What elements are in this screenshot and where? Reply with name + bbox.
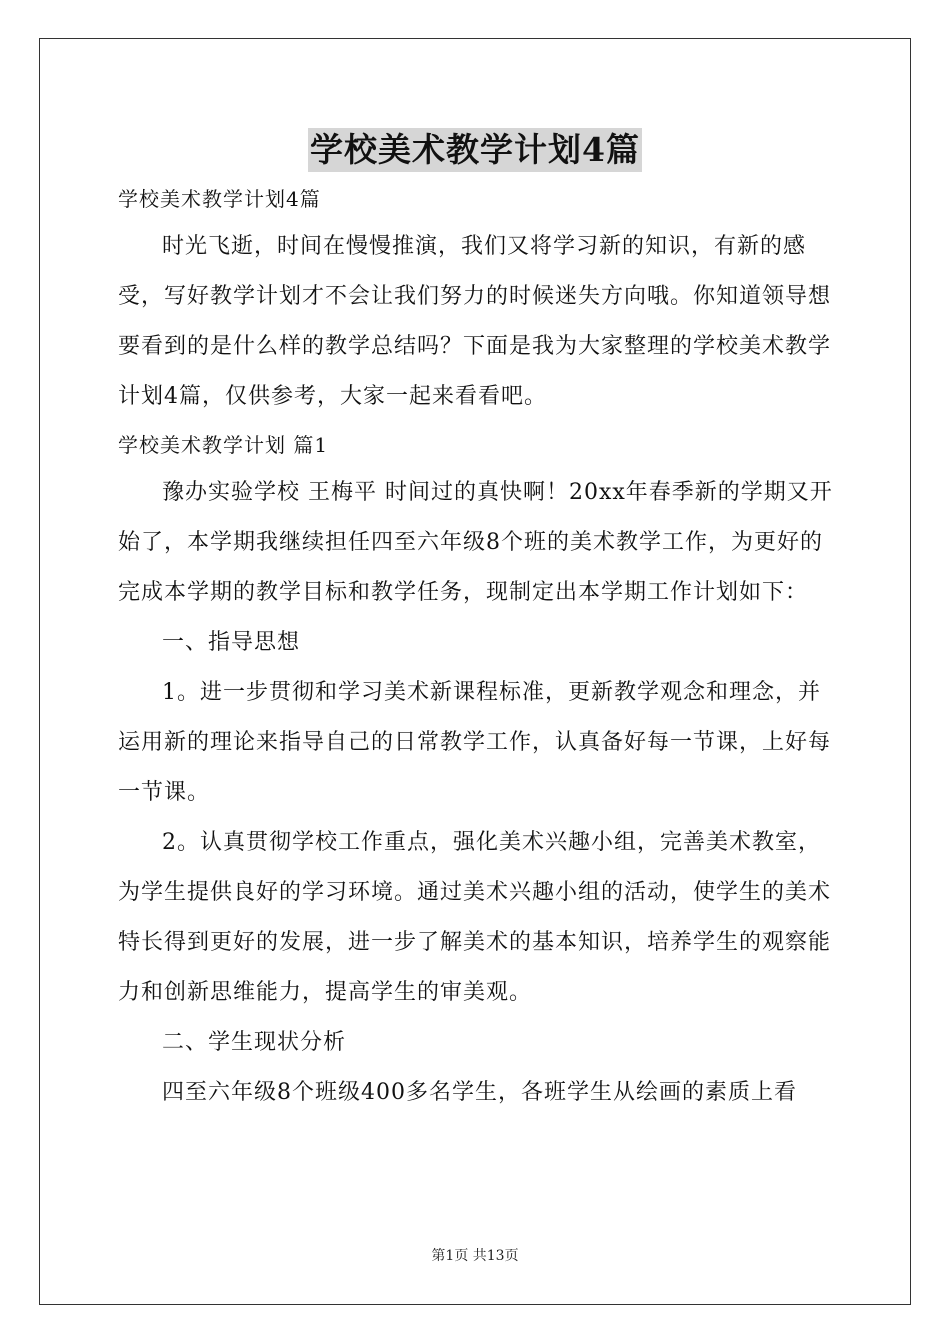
- document-title: 学校美术教学计划4篇: [308, 128, 642, 172]
- intro-paragraph: 时光飞逝，时间在慢慢推演，我们又将学习新的知识，有新的感受，写好教学计划才不会让我们努力的时候迷失方向哦。你知道领导想要看到的是什么样的教学总结吗？下面是我为大家整理的学校美术教学计划4篇，仅供参考，大家一起来看看吧。: [118, 234, 832, 409]
- document-body: [118, 176, 834, 1118]
- section1-paragraph: 豫办实验学校 王梅平 时间过的真快啊！20xx年春季新的学期又开始了，本学期我继续担任四至六年级8个班的美术教学工作，为更好的完成本学期的教学目标和教学任务，现制定出本学期工作计划如下：: [118, 480, 833, 605]
- document-subtitle: 学校美术教学计划4篇: [118, 187, 321, 211]
- heading-student-analysis: 二、学生现状分析: [162, 1030, 347, 1055]
- section-heading-1: 学校美术教学计划 篇1: [118, 433, 329, 457]
- heading-guiding-thought: 一、指导思想: [162, 630, 301, 655]
- page-footer: 第1页 共13页: [431, 1248, 519, 1264]
- students-paragraph: 四至六年级8个班级400多名学生，各班学生从绘画的素质上看: [162, 1080, 797, 1105]
- title-container: [0, 128, 950, 172]
- guide-item-1: 1。进一步贯彻和学习美术新课程标准，更新教学观念和理念，并运用新的理论来指导自己的日常教学工作，认真备好每一节课，上好每一节课。: [118, 680, 832, 805]
- guide-item-2: 2。认真贯彻学校工作重点，强化美术兴趣小组，完善美术教室，为学生提供良好的学习环境。通过美术兴趣小组的活动，使学生的美术特长得到更好的发展，进一步了解美术的基本知识，培养学生的观察能力和创新思维能力，提高学生的审美观。: [118, 830, 832, 1005]
